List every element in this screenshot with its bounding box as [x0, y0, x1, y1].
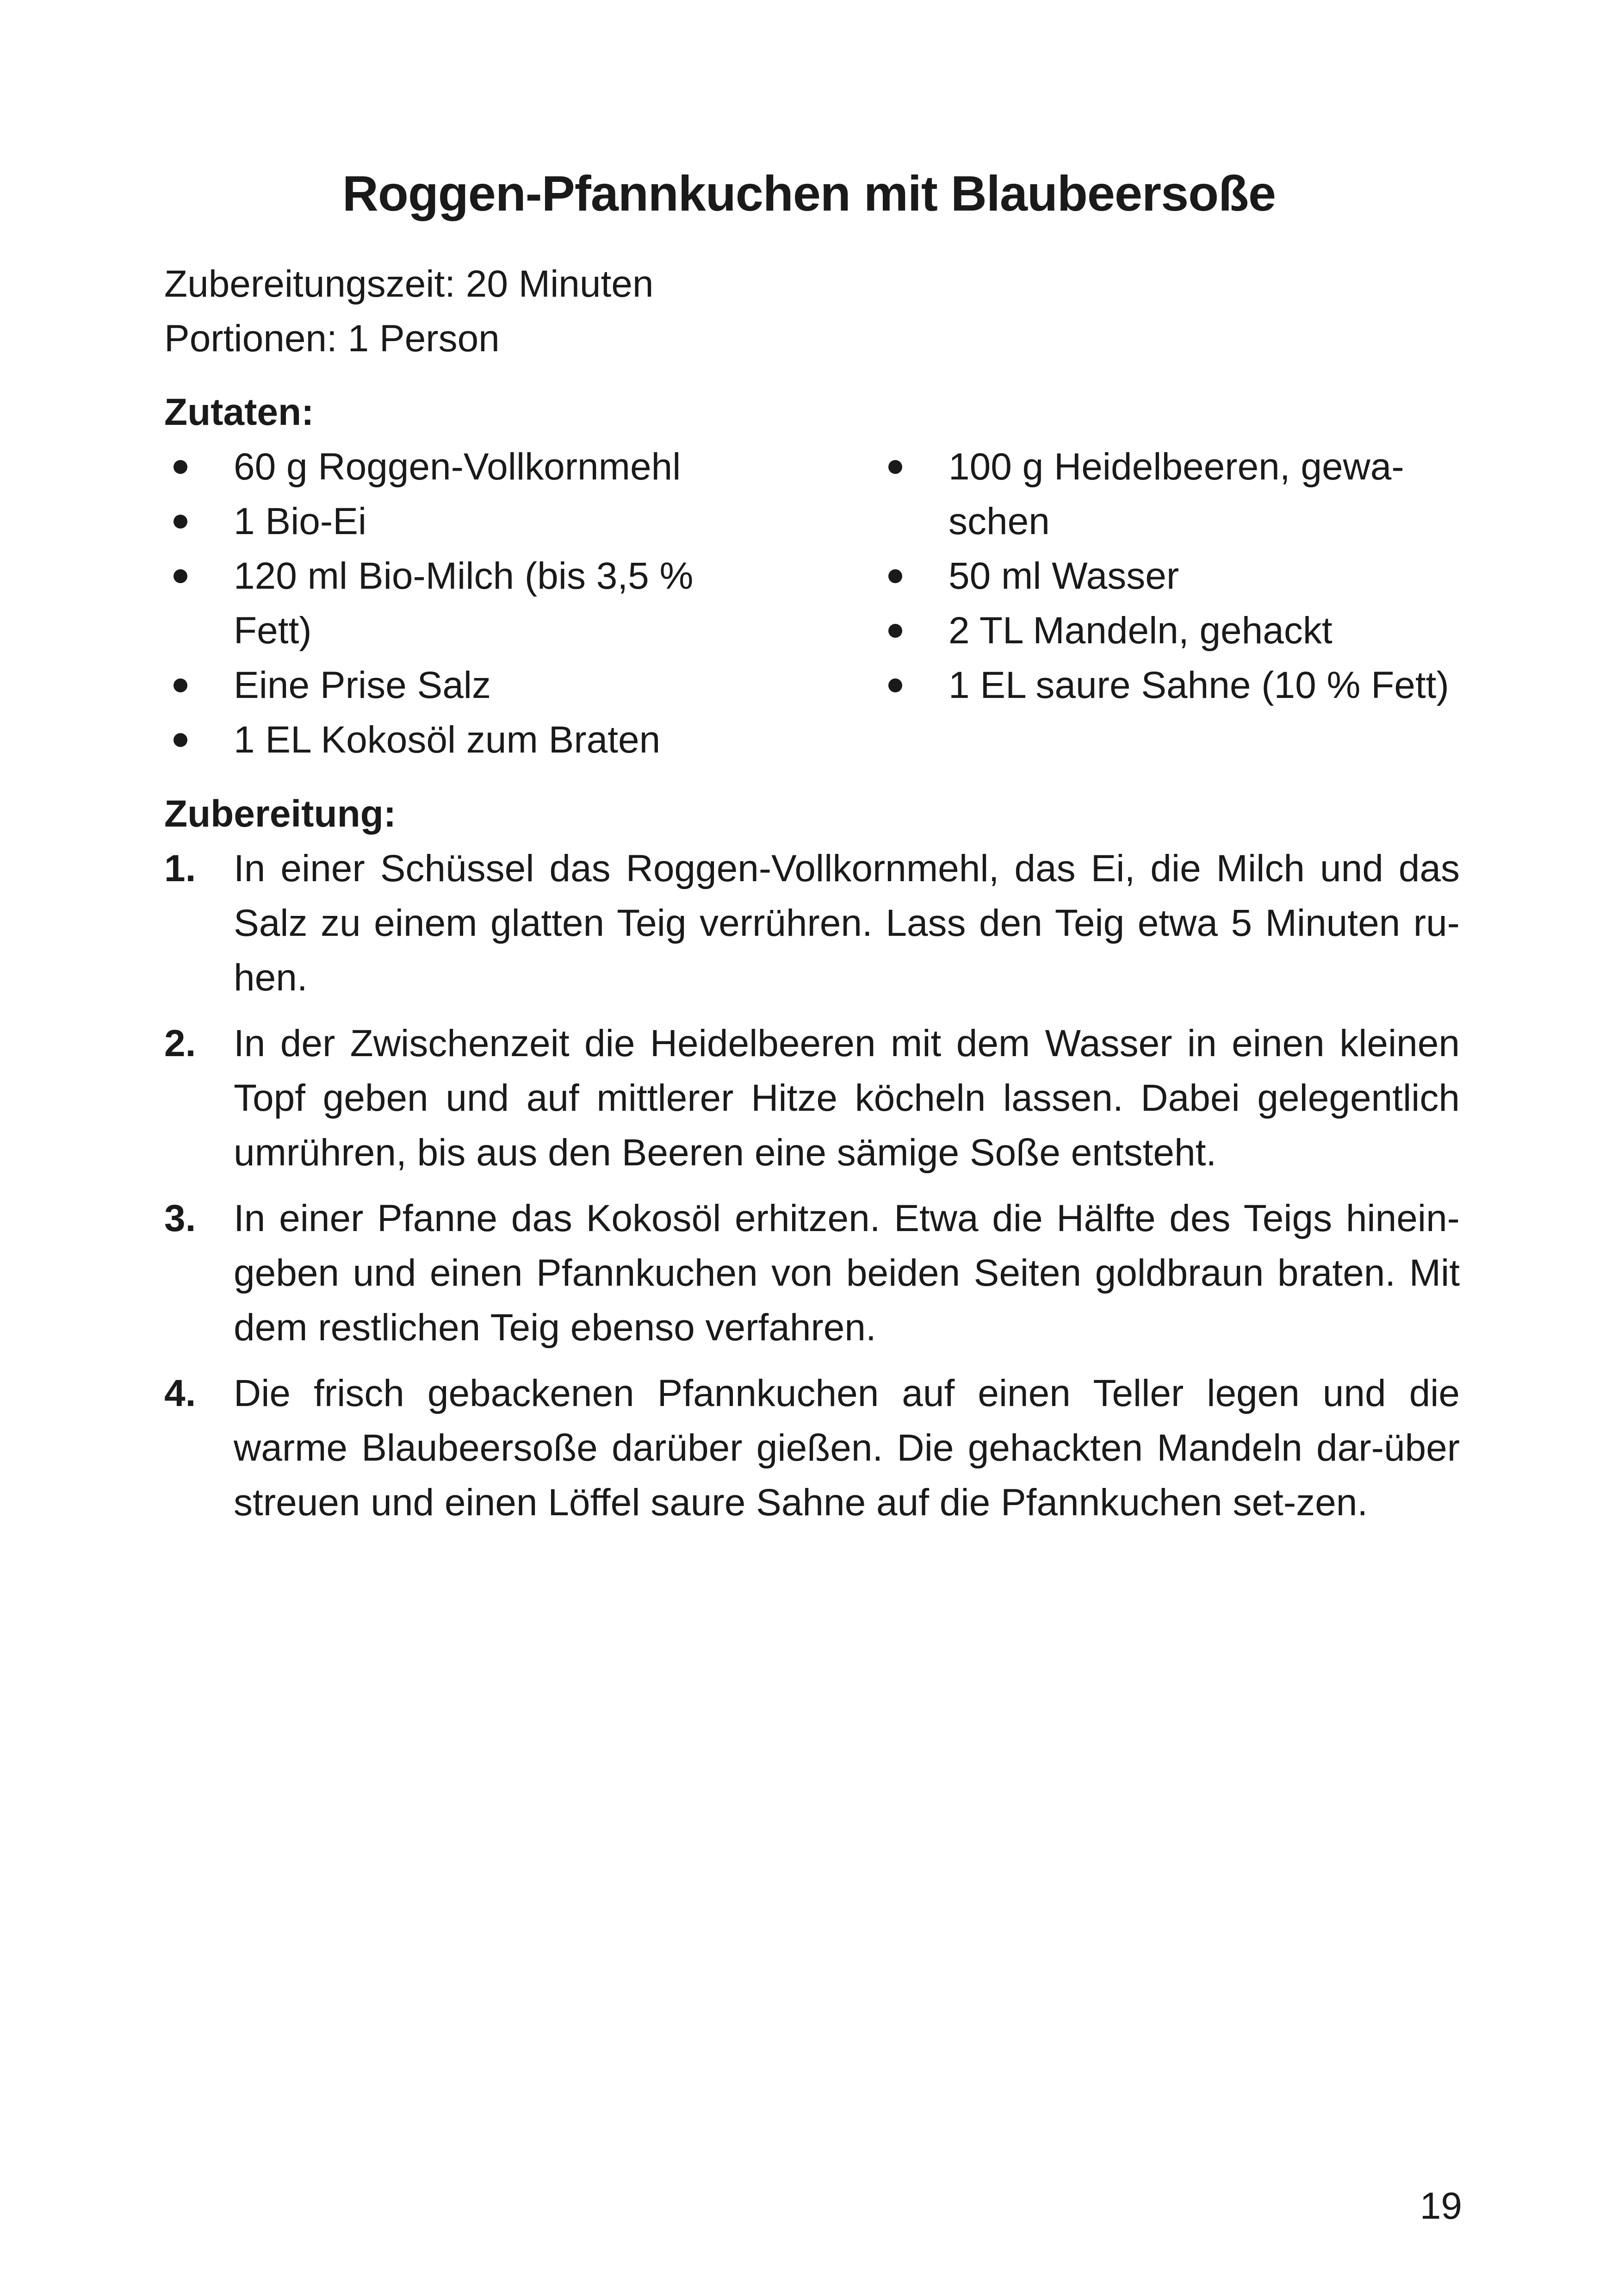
step-item [164, 1191, 1460, 1355]
bullet-icon [174, 515, 187, 529]
ingredient-item: 1 EL saure Sahne (10 % Fett) [879, 658, 1481, 713]
bullet-icon [888, 624, 902, 638]
ingredient-item: 50 ml Wasser [879, 549, 1481, 604]
ingredients-right-column [879, 440, 1481, 713]
ingredient-item: 60 g Roggen-Vollkornmehl [164, 440, 756, 494]
recipe-title: Roggen-Pfannkuchen mit Blaubeersoße [342, 165, 1276, 221]
ingredient-item: 1 EL Kokosöl zum Braten [164, 713, 756, 767]
bullet-icon [888, 569, 902, 583]
bullet-icon [888, 678, 902, 692]
page-number: 19 [1420, 2185, 1462, 2227]
ingredients-left-column [164, 440, 756, 767]
ingredient-item: 100 g Heidelbeeren, gewa-schen [879, 440, 1481, 549]
preparation-heading: Zubereitung: [164, 793, 397, 835]
step-number: 1. [164, 847, 196, 890]
step-text: In der Zwischenzeit die Heidelbeeren mit dem Wasser in einen kleinen Topf geben und auf mittlerer Hitze köcheln lassen. Dabei gelegentlich umrühren, bis aus den Beeren eine sämige Soße entsteht. [234, 1022, 1460, 1174]
ingredient-item: 1 Bio-Ei [164, 494, 756, 549]
bullet-icon [174, 569, 187, 583]
step-number: 3. [164, 1197, 196, 1239]
step-text: In einer Pfanne das Kokosöl erhitzen. Etwa die Hälfte des Teigs hinein-geben und einen Pfannkuchen von beiden Seiten goldbraun braten. Mit dem restlichen Teig ebenso verfahren. [234, 1197, 1460, 1349]
recipe-meta [164, 257, 654, 366]
step-item [164, 841, 1460, 1005]
portions: Portionen: 1 Person [164, 317, 500, 360]
ingredient-item: Eine Prise Salz [164, 658, 756, 713]
preparation-steps [164, 841, 1460, 1541]
bullet-icon [174, 460, 187, 474]
ingredients-heading: Zutaten: [164, 391, 314, 433]
bullet-icon [174, 678, 187, 692]
step-number: 4. [164, 1372, 196, 1414]
prep-time: Zubereitungszeit: 20 Minuten [164, 263, 654, 305]
step-number: 2. [164, 1022, 196, 1064]
step-text: In einer Schüssel das Roggen-Vollkornmehl, das Ei, die Milch und das Salz zu einem glatten Teig verrühren. Lass den Teig etwa 5 Minuten ru-hen. [234, 847, 1460, 999]
ingredient-item: 2 TL Mandeln, gehackt [879, 604, 1481, 658]
bullet-icon [174, 733, 187, 747]
step-item [164, 1366, 1460, 1530]
bullet-icon [888, 460, 902, 474]
ingredient-item: 120 ml Bio-Milch (bis 3,5 % Fett) [164, 549, 756, 658]
step-text: Die frisch gebackenen Pfannkuchen auf einen Teller legen und die warme Blaubeersoße darüber gießen. Die gehackten Mandeln dar-über streuen und einen Löffel saure Sahne auf die Pfannkuchen set-zen. [234, 1372, 1460, 1524]
step-item [164, 1016, 1460, 1180]
